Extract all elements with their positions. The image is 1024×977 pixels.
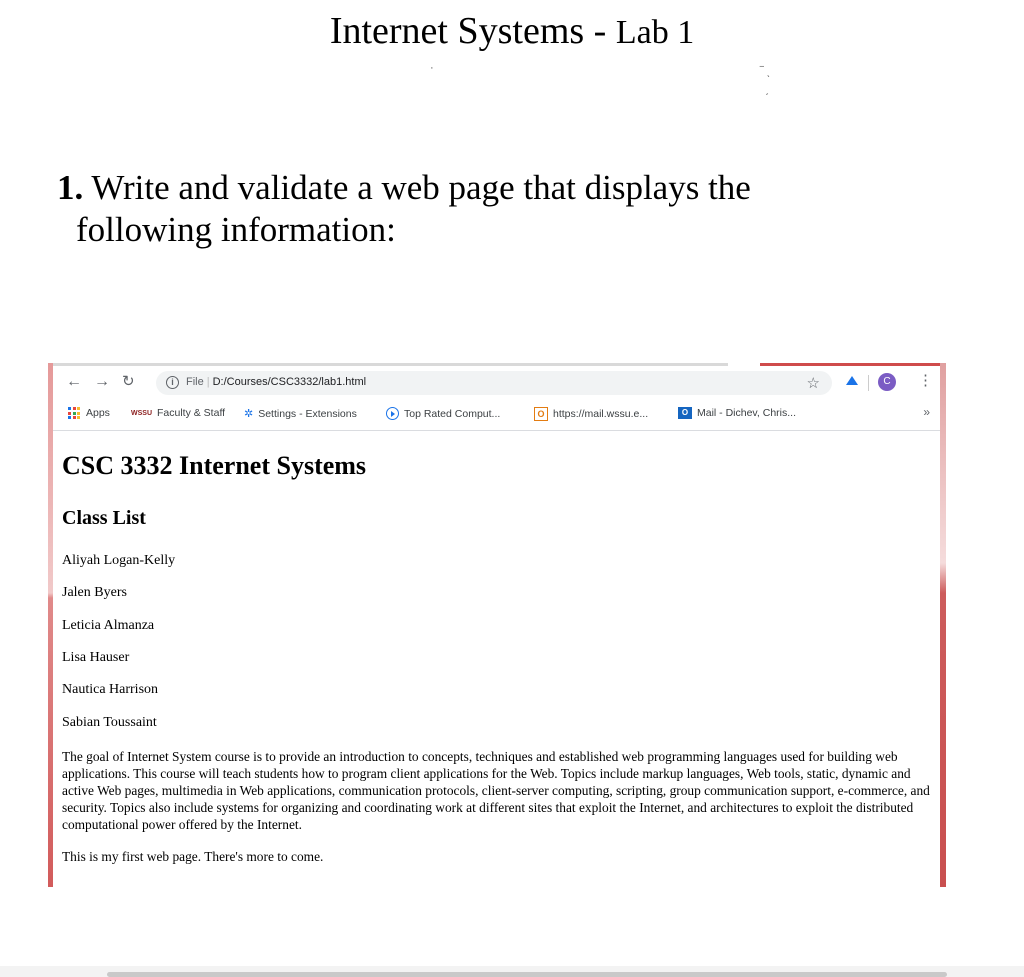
forward-icon[interactable]: →	[94, 373, 110, 390]
frame-edge	[48, 363, 728, 366]
url-path: D:/Courses/CSC3332/lab1.html	[212, 376, 367, 388]
student-name: Nautica Harrison	[62, 682, 159, 697]
frame-edge	[940, 363, 946, 887]
address-bar[interactable]	[156, 371, 832, 395]
document-title	[0, 8, 1024, 56]
bookmark-wssu-mail[interactable]	[534, 407, 648, 421]
frame-edge	[760, 363, 946, 366]
document-title-main: Internet Systems -	[329, 10, 616, 52]
bookmark-apps[interactable]	[68, 407, 110, 419]
bookmark-label: Top Rated Comput...	[404, 407, 501, 420]
office-icon: O	[534, 407, 548, 421]
kebab-menu-icon[interactable]: ⋮	[918, 372, 933, 389]
page-heading: CSC 3332 Internet Systems	[62, 451, 367, 480]
back-icon[interactable]: ←	[66, 373, 82, 390]
question-text-line1: Write and validate a web page that displays the	[91, 168, 751, 207]
bookmark-label: Faculty & Staff	[157, 407, 226, 419]
bookmark-faculty-staff[interactable]	[131, 407, 225, 419]
bookmarks-bar	[56, 401, 940, 425]
url-scheme: File	[186, 376, 204, 388]
profile-avatar[interactable]: C	[878, 373, 896, 391]
url-text[interactable]: File | D:/Courses/CSC3332/lab1.html	[186, 376, 367, 388]
wssu-logo-icon: WSSU	[131, 409, 152, 417]
question-text-line2: following information:	[76, 210, 396, 249]
browser-screenshot	[48, 363, 946, 887]
scan-artifact: ‾ ˎ	[760, 66, 771, 78]
bookmark-label: Settings - Extensions	[258, 407, 357, 420]
horizontal-scrollbar[interactable]	[107, 972, 947, 977]
student-name: Aliyah Logan-Kelly	[62, 553, 176, 568]
frame-edge	[48, 363, 53, 887]
play-circle-icon	[386, 407, 399, 420]
reload-icon[interactable]: ↻	[122, 373, 135, 390]
bookmark-label: Apps	[86, 407, 110, 419]
scan-artifact: ˏ	[765, 84, 769, 96]
scan-artifact: ·	[430, 62, 434, 74]
bookmark-top-rated[interactable]	[386, 407, 500, 420]
course-description: The goal of Internet System course is to provide an introduction to concepts, techniques and established web programming languages used for building web applications. This course will teach students how to program client applications for the Web. Topics include markup languages, Web tools, static, dynamic and active Web pages, multimedia in Web applications, communication protocols, client-server computing, scripting, group communication support, e-commerce, and security. Topics also include systems for organizing and coordinating work at different sites that exploit the Internet, and architectures to exploit the distributed computational power offered by the Internet.	[62, 749, 930, 832]
student-name: Jalen Byers	[62, 585, 127, 600]
bookmark-label: Mail - Dichev, Chris...	[697, 407, 796, 419]
question-1	[57, 167, 957, 251]
bookmark-mail-dichev[interactable]	[678, 407, 796, 419]
browser-toolbar	[56, 369, 940, 397]
bookmark-settings-extensions[interactable]	[244, 407, 357, 420]
bookmarks-overflow-button[interactable]: »	[923, 405, 930, 419]
bookmark-label: https://mail.wssu.e...	[553, 408, 649, 420]
page-subheading: Class List	[62, 507, 146, 529]
student-name: Lisa Hauser	[62, 650, 130, 665]
toolbar-divider	[53, 430, 940, 431]
outlook-mail-icon: O	[678, 407, 692, 419]
extension-icon[interactable]	[846, 376, 858, 385]
document-title-lab: Lab 1	[615, 14, 695, 51]
star-icon[interactable]: ☆	[806, 375, 820, 392]
gear-icon: ✲	[244, 408, 254, 420]
closing-text: This is my first web page. There's more to come.	[62, 849, 324, 864]
student-name: Sabian Toussaint	[62, 715, 157, 730]
apps-grid-icon	[68, 407, 80, 419]
toolbar-divider	[868, 375, 869, 391]
student-name: Leticia Almanza	[62, 618, 155, 633]
info-icon[interactable]: i	[166, 376, 179, 389]
question-number: 1.	[57, 168, 84, 207]
